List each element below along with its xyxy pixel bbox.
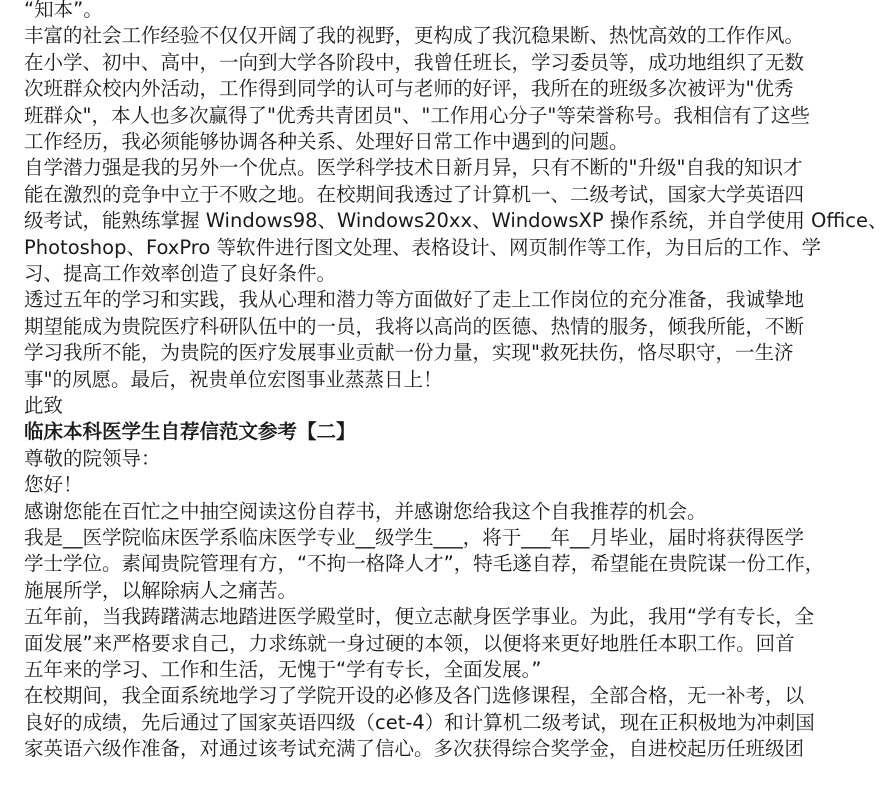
text-line: 感谢您能在百忙之中抽空阅读这份自荐书，并感谢您给我这个自我推荐的机会。 — [24, 499, 707, 523]
text-line: 家英语六级作准备，对通过该考试充满了信心。多次获得综合奖学金，自进校起历任班级团 — [24, 737, 805, 761]
text-line: 透过五年的学习和实践，我从心理和潜力等方面做好了走上工作岗位的充分准备，我诚挚地 — [24, 288, 805, 312]
text-line: 五年前，当我踌躇满志地踏进医学殿堂时，便立志献身医学事业。为此，我用“学有专长，全 — [24, 605, 815, 629]
text-line: 自学潜力强是我的另外一个优点。医学科学技术日新月异，只有不断的"升级"自我的知识才 — [24, 156, 803, 180]
section-heading: 临床本科医学生自荐信范文参考【二】 — [24, 420, 356, 444]
text-line: 能在激烈的竞争中立于不败之地。在校期间我透过了计算机一、二级考试，国家大学英语四 — [24, 182, 805, 206]
text-line: 五年来的学习、工作和生活，无愧于“学有专长，全面发展。” — [24, 658, 542, 681]
text-line: 工作经历，我必须能够协调各种关系、处理好日常工作中遇到的问题。 — [24, 130, 629, 153]
text-line: 良好的成绩，先后通过了国家英语四级（cet-4）和计算机二级考试，现在正积极地为冲刺国 — [24, 710, 815, 734]
text-line: 事"的夙愿。最后，祝贵单位宏图事业蒸蒸日上！ — [24, 367, 443, 391]
text-line: 班群众"，本人也多次赢得了"优秀共青团员"、"工作用心分子"等荣誉称号。我相信有了这些 — [24, 103, 810, 127]
text-line: 在小学、初中、高中，一向到大学各阶段中，我曾任班长，学习委员等，成功地组织了无数 — [24, 50, 805, 74]
text-line: 您好！ — [24, 473, 83, 497]
text-line: 习、提高工作效率创造了良好条件。 — [24, 262, 337, 285]
text-line: 尊敬的院领导： — [24, 446, 161, 470]
text-line: 施展所学，以解除病人之痛苦。 — [24, 578, 298, 602]
text-line: 我是__医学院临床医学系临床医学专业__级学生___，将于___年__月毕业，届时将获得医学 — [24, 526, 805, 549]
text-line: 次班群众校内外活动，工作得到同学的认可与老师的好评，我所在的班级多次被评为"优秀 — [24, 77, 794, 101]
text-line: 期望能成为贵院医疗科研队伍中的一员，我将以高尚的医德、热情的服务，倾我所能，不断 — [24, 314, 805, 338]
text-line: 丰富的社会工作经验不仅仅开阔了我的视野，更构成了我沉稳果断、热忱高效的工作作风。 — [24, 24, 805, 48]
text-line: 学习我所不能，为贵院的医疗发展事业贡献一份力量，实现"救死扶伤，恪尽职守，一生济 — [24, 341, 794, 365]
text-line: 学士学位。素闻贵院管理有方，“不拘一格降人才”，特毛遂自荐，希望能在贵院谋一份工作， — [24, 552, 825, 576]
text-line: 在校期间，我全面系统地学习了学院开设的必修及各门选修课程，全部合格，无一补考，以 — [24, 684, 805, 708]
text-line: Photoshop、FoxPro 等软件进行图文处理、表格设计、网页制作等工作，为日后的工作、学 — [24, 235, 821, 259]
text-line: 级考试，能熟练掌握 Windows98、Windows20xx、WindowsXP 操作系统，并自学使用 Office、 — [24, 209, 887, 233]
text-line: 面发展”来严格要求自己，力求练就一身过硬的本领，以便将来更好地胜任本职工作。回首 — [24, 631, 795, 655]
text-line: “知本”。 — [24, 0, 103, 21]
text-line: 此致 — [24, 394, 64, 417]
